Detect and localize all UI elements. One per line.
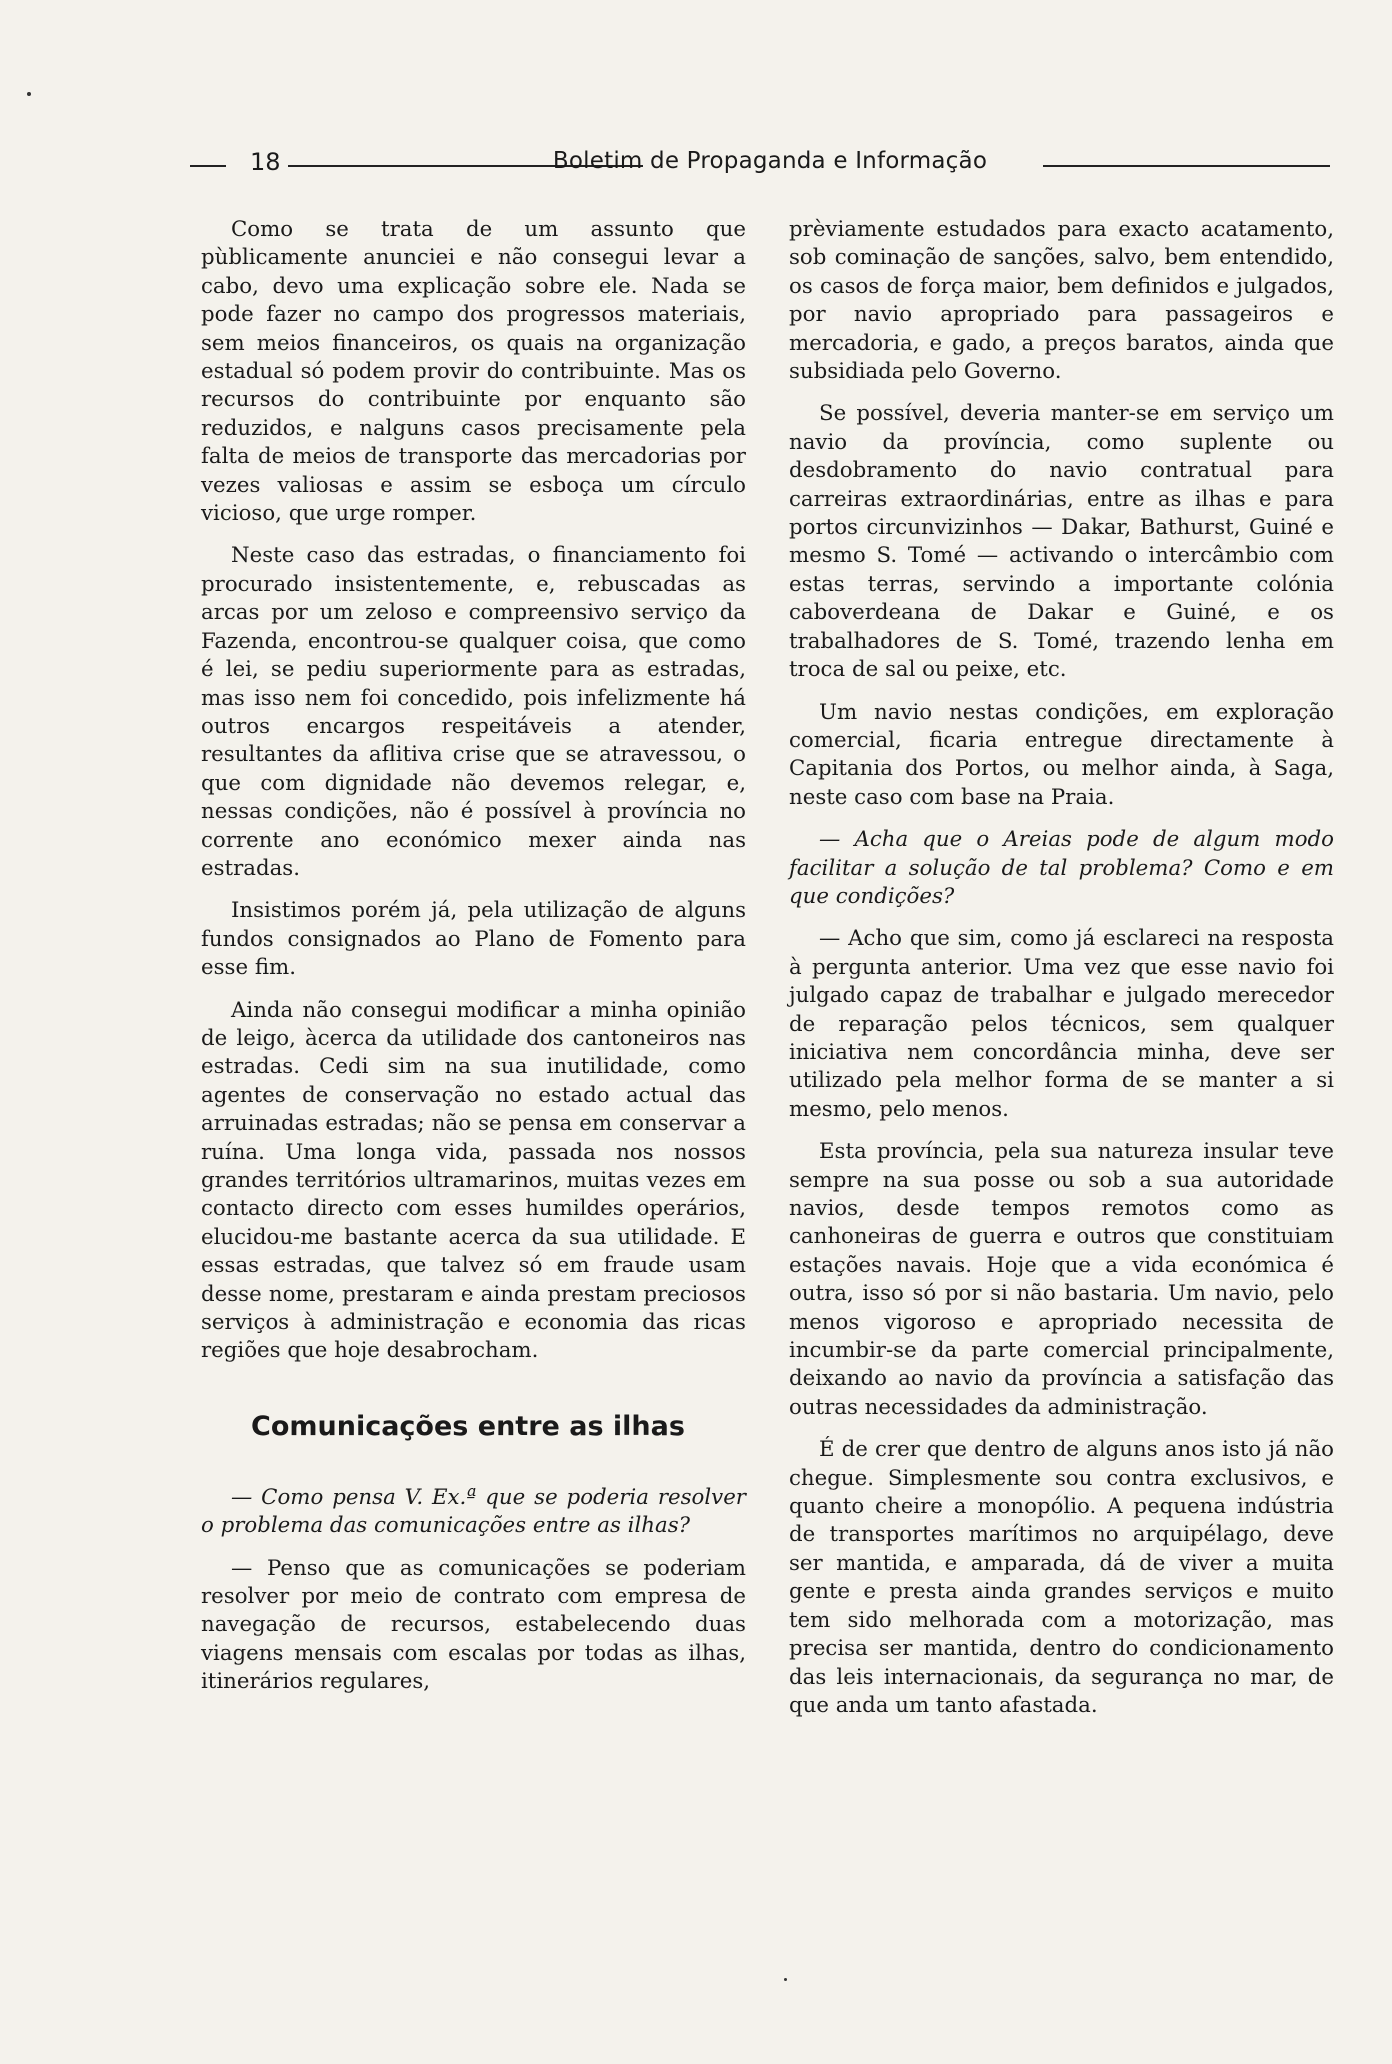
paragraph: Ainda não consegui modificar a minha opinião de leigo, àcerca da utilidade dos cantoneiros nas estradas. Cedi sim na sua inutilidade, como agentes de conservação no estado actual das arruinadas estradas; não se pensa em conservar a ruína. Uma longa vida, passada nos nossos grandes territórios ultramarinos, muitas vezes em contacto directo com esses humildes operários, elucidou-me bastante acerca da sua utilidade. E essas estradas, que talvez só em fraude usam desse nome, prestaram e ainda prestam preciosos serviços à administração e economia das ricas regiões que hoje desabrocham. <box>201 997 746 1364</box>
header-rule-right <box>1043 165 1330 167</box>
print-speck <box>784 1978 787 1981</box>
paragraph: Como se trata de um assunto que pùblicamente anunciei e não consegui levar a cabo, devo uma explicação sobre ele. Nada se pode fazer no campo dos progressos materiais, sem meios financeiros, os quais na organização estadual só podem provir do contribuinte. Mas os recursos do contribuinte por enquanto são reduzidos, e nalguns casos precisamente pela falta de meios de transporte das mercadorias por vezes valiosas e assim se esboça um círculo vicioso, que urge romper. <box>201 217 746 527</box>
interview-answer: — Acho que sim, como já esclareci na resposta à pergunta anterior. Uma vez que esse navio foi julgado capaz de trabalhar e julgado merecedor de reparação pelos técnicos, sem qualquer iniciativa nem concordância minha, deve ser utilizado pela melhor forma de se manter a si mesmo, pelo menos. <box>789 926 1334 1122</box>
interview-question: — Como pensa V. Ex.ª que se poderia resolver o problema das comunicações entre as ilhas? <box>201 1484 746 1539</box>
interview-answer: — Penso que as comunicações se poderiam resolver por meio de contrato com empresa de navegação de recursos, estabelecendo duas viagens mensais com escalas por todas as ilhas, itinerários regulares, <box>201 1555 746 1695</box>
interview-question: — Acha que o Areias pode de algum modo facilitar a solução de tal problema? Como e em que condições? <box>789 827 1334 909</box>
paragraph: Um navio nestas condições, em exploração comercial, ficaria entregue directamente à Capitania dos Portos, ou melhor ainda, à Saga, neste caso com base na Praia. <box>789 699 1334 810</box>
page-header <box>190 144 1330 184</box>
left-column <box>201 216 746 1711</box>
paragraph: Esta província, pela sua natureza insular teve sempre na sua posse ou sob a sua autoridade navios, desde tempos remotos como as canhoneiras de guerra e outros que constituiam estações navais. Hoje que a vida económica é outra, isso só por si não bastaria. Um navio, pelo menos vigoroso e apropriado necessita de incumbir-se da parte comercial principalmente, deixando ao navio da província a satisfação das outras necessidades da administração. <box>789 1139 1334 1420</box>
running-title: Boletim de Propaganda e Informação <box>552 148 988 174</box>
print-speck <box>27 92 31 96</box>
paragraph: Se possível, deveria manter-se em serviço um navio da província, como suplente ou desdobramento do navio contratual para carreiras extraordinárias, entre as ilhas e para portos circunvizinhos — Dakar, Bathurst, Guiné e mesmo S. Tomé — activando o intercâmbio com estas terras, servindo a importante colónia caboverdeana de Dakar e Guiné, e os trabalhadores de S. Tomé, trazendo lenha em troca de sal ou peixe, etc. <box>789 401 1334 683</box>
section-heading: Comunicações entre as ilhas <box>251 1410 685 1442</box>
paragraph: Insistimos porém já, pela utilização de alguns fundos consignados ao Plano de Fomento para esse fim. <box>201 898 746 981</box>
paragraph: É de crer que dentro de alguns anos isto já não chegue. Simplesmente sou contra exclusivos, e quanto cheire a monopólio. A pequena indústria de transportes marítimos no arquipélago, deve ser mantida, e amparada, dá de viver a muita gente e presta ainda grandes serviços e muito tem sido melhorada com a motorização, mas precisa ser mantida, dentro do condicionamento das leis internacionais, da segurança no mar, de que anda um tanto afastada. <box>789 1437 1334 1718</box>
paragraph: prèviamente estudados para exacto acatamento, sob cominação de sanções, salvo, bem entendido, os casos de força maior, bem definidos e julgados, por navio apropriado para passageiros e mercadoria, e gado, a preços baratos, ainda que subsidiada pelo Governo. <box>789 217 1334 385</box>
right-column <box>789 216 1334 1734</box>
page-number: 18 <box>250 148 281 176</box>
header-rule-left <box>190 165 226 167</box>
paragraph: Neste caso das estradas, o financiamento foi procurado insistentemente, e, rebuscadas as arcas por um zeloso e compreensivo serviço da Fazenda, encontrou-se qualquer coisa, que como é lei, se pediu superiormente para as estradas, mas isso nem foi concedido, pois infelizmente há outros encargos respeitáveis a atender, resultantes da aflitiva crise que se atravessou, o que com dignidade não devemos relegar, e, nessas condições, não é possível à província no corrente ano económico mexer ainda nas estradas. <box>201 543 746 881</box>
